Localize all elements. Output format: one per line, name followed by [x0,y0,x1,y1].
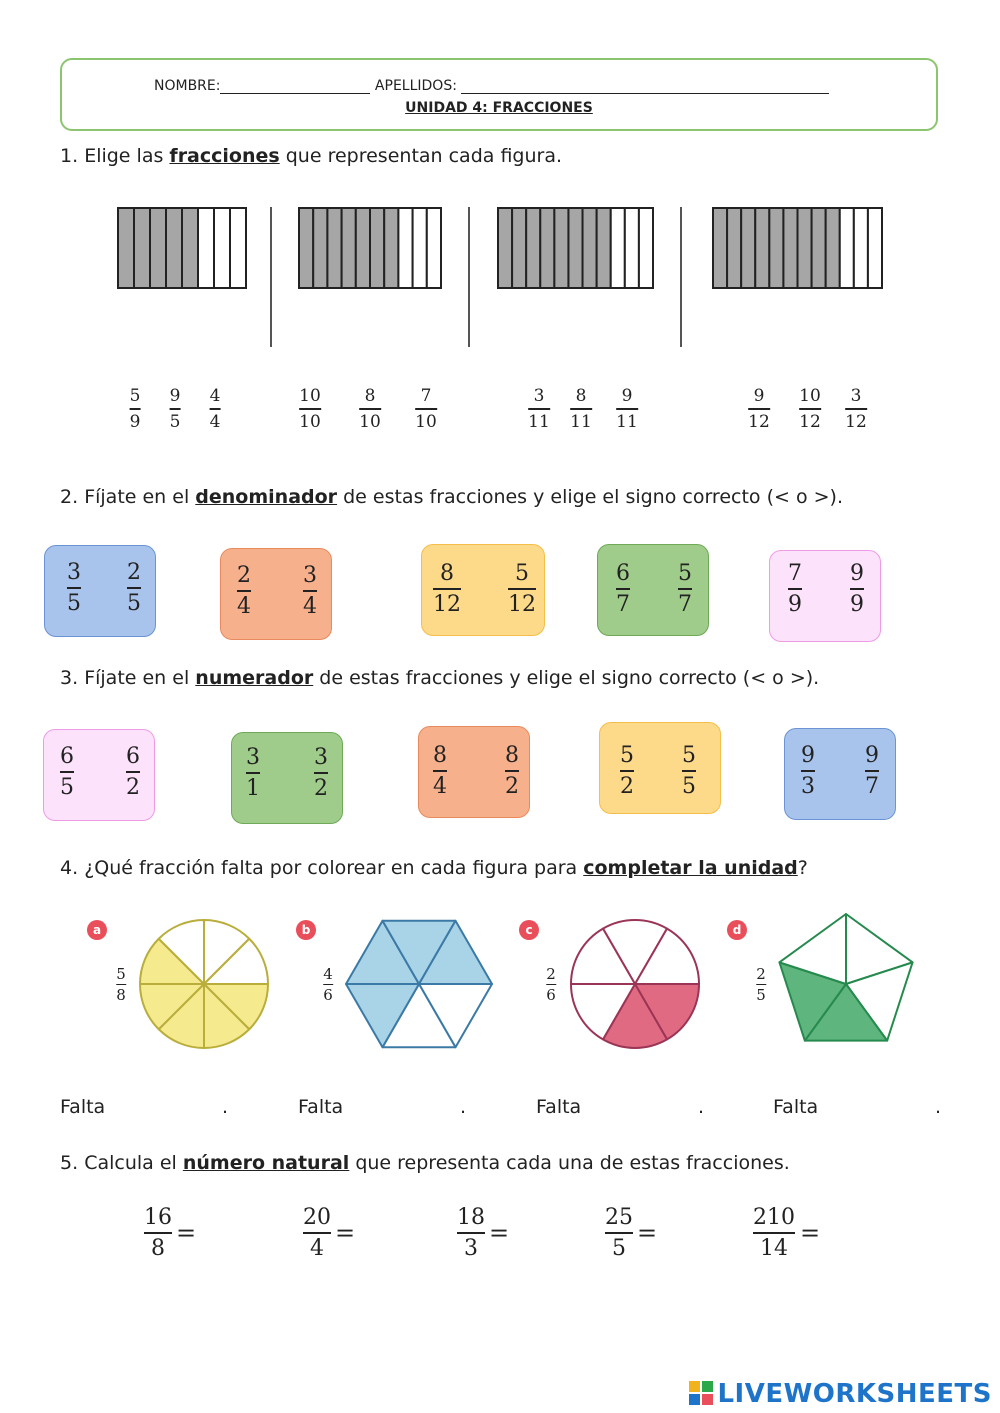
fraction-left: 5 2 [620,743,634,799]
falta-label-b: Falta [298,1096,344,1118]
q1-option[interactable]: 10 12 [799,386,821,432]
shaded-strip [554,208,568,288]
falta-label-d: Falta [773,1096,819,1118]
q3-text-after: de estas fracciones y elige el signo correcto (< o >). [319,667,820,689]
shaded-strip [597,208,611,288]
circle-figure-a [140,920,268,1048]
q4-number: 4. [60,857,79,879]
shaded-strip [384,208,398,288]
q5-fraction: 18 3 [457,1205,485,1261]
shaded-strip [826,208,840,288]
q1-option[interactable]: 5 9 [129,386,141,432]
q2-keyword: denominador [195,486,338,508]
fraction-left: 7 9 [788,561,802,617]
figure-fraction-b: 4 6 [323,965,333,1004]
equals-sign: = [176,1219,197,1247]
nombre-label: NOMBRE: [154,78,221,94]
falta-period: . [935,1096,942,1118]
comparison-box[interactable] [43,729,155,821]
q3-number: 3. [60,667,79,689]
falta-period: . [698,1096,705,1118]
shaded-strip [512,208,526,288]
shaded-strip [166,208,182,288]
q1-option[interactable]: 9 11 [616,386,638,432]
q1-option[interactable]: 10 10 [299,386,321,432]
comparison-box[interactable] [769,550,881,642]
empty-strip [427,208,441,288]
empty-strip [214,208,230,288]
comparison-box[interactable] [44,545,156,637]
q4-figures [0,905,1000,1065]
q5-text-after: que representa cada una de estas fracciones. [355,1152,790,1174]
figure-fraction-a: 5 8 [116,965,126,1004]
falta-label-a: Falta [60,1096,106,1118]
pentagon-figure-d [779,914,912,1041]
q5-number: 5. [60,1152,79,1174]
q1-option[interactable]: 8 11 [570,386,592,432]
shaded-strip [370,208,384,288]
shaded-strip [583,208,597,288]
shaded-strip [182,208,198,288]
q5-fraction: 210 14 [753,1205,795,1261]
comparison-box[interactable] [418,726,530,818]
apellidos-label: APELLIDOS: [374,78,457,94]
logo-text: LIVEWORKSHEETS [717,1379,992,1409]
q4-keyword: completar la unidad [583,857,798,879]
hexagon-figure-b [346,921,492,1047]
shaded-strip [741,208,755,288]
shaded-strip [812,208,826,288]
q1-option[interactable]: 7 10 [415,386,437,432]
falta-label-c: Falta [536,1096,582,1118]
logo-icon [689,1381,713,1405]
figure-label-c: c [519,920,539,940]
shaded-strip [783,208,797,288]
circle-figure-c [571,920,699,1048]
empty-strip [198,208,214,288]
shaded-strip [526,208,540,288]
bar-figure-3 [498,208,653,288]
shaded-strip [727,208,741,288]
figure-label-b: b [296,920,316,940]
q2-number: 2. [60,486,79,508]
shaded-strip [313,208,327,288]
question-3 [60,667,819,689]
fraction-left: 9 3 [801,743,815,799]
bar-figure-4 [713,208,882,288]
comparison-box[interactable] [597,544,709,636]
empty-strip [398,208,412,288]
comparison-box[interactable] [231,732,343,824]
shaded-strip [327,208,341,288]
q1-option[interactable]: 3 12 [845,386,867,432]
fraction-left: 6 5 [60,744,74,800]
falta-period: . [222,1096,229,1118]
shaded-strip [134,208,150,288]
q3-keyword: numerador [195,667,314,689]
q1-text-before: Elige las [84,145,164,167]
figure-label-a: a [87,920,107,940]
equals-sign: = [335,1219,356,1247]
empty-strip [868,208,882,288]
fraction-right: 9 9 [850,561,864,617]
shaded-strip [798,208,812,288]
equals-sign: = [800,1219,821,1247]
apellidos-field[interactable] [461,79,829,94]
q4-text-after: ? [797,857,808,879]
q1-keyword: fracciones [169,145,280,167]
bar-figure-1 [118,208,246,288]
q3-text-before: Fíjate en el [84,667,190,689]
fraction-right: 8 2 [505,743,519,799]
fraction-right: 6 2 [126,744,140,800]
question-4 [60,857,808,879]
fraction-right: 5 12 [508,561,536,617]
name-line [154,78,829,94]
shaded-strip [342,208,356,288]
empty-strip [413,208,427,288]
falta-period: . [460,1096,467,1118]
empty-strip [854,208,868,288]
q1-option[interactable]: 8 10 [359,386,381,432]
q1-option[interactable]: 3 11 [528,386,550,432]
q5-keyword: número natural [182,1152,350,1174]
comparison-box[interactable] [421,544,545,636]
shaded-strip [498,208,512,288]
comparison-box[interactable] [220,548,332,640]
header-box [60,58,938,131]
empty-strip [230,208,246,288]
bar-figure-2 [299,208,441,288]
worksheet-title: UNIDAD 4: FRACCIONES [405,100,593,116]
q2-text-after: de estas fracciones y elige el signo correcto (< o >). [343,486,843,508]
fraction-right: 2 5 [127,560,141,616]
shaded-strip [568,208,582,288]
equals-sign: = [637,1219,658,1247]
shaded-strip [150,208,166,288]
figure-fraction-d: 2 5 [756,965,766,1004]
figure-label-d: d [727,920,747,940]
figure-fraction-c: 2 6 [546,965,556,1004]
q2-text-before: Fíjate en el [84,486,190,508]
fraction-left: 3 5 [67,560,81,616]
q4-text-before: ¿Qué fracción falta por colorear en cada figura para [84,857,578,879]
equals-sign: = [489,1219,510,1247]
comparison-box[interactable] [784,728,896,820]
q1-text-after: que representan cada figura. [285,145,563,167]
fraction-right: 9 7 [865,743,879,799]
fraction-left: 2 4 [237,563,251,619]
question-1 [60,145,562,167]
shaded-strip [769,208,783,288]
shaded-strip [356,208,370,288]
shaded-strip [540,208,554,288]
empty-strip [639,208,653,288]
empty-strip [611,208,625,288]
q5-fraction: 16 8 [144,1205,172,1261]
q5-fraction: 25 5 [605,1205,633,1261]
fraction-right: 5 7 [678,561,692,617]
q1-option[interactable]: 4 4 [209,386,221,432]
question-2 [60,486,843,508]
q5-text-before: Calcula el [84,1152,177,1174]
nombre-field[interactable] [220,79,370,94]
fraction-right: 5 5 [682,743,696,799]
liveworksheets-logo [689,1379,992,1409]
fraction-right: 3 2 [314,745,328,801]
comparison-box[interactable] [599,722,721,814]
fraction-right: 3 4 [303,563,317,619]
q1-number: 1. [60,145,79,167]
q1-option[interactable]: 9 5 [169,386,181,432]
question-5 [60,1152,790,1174]
q1-figures [0,195,1000,355]
shaded-strip [118,208,134,288]
q1-option[interactable]: 9 12 [748,386,770,432]
shaded-strip [713,208,727,288]
fraction-left: 6 7 [616,561,630,617]
fraction-left: 8 4 [433,743,447,799]
empty-strip [625,208,639,288]
fraction-left: 3 1 [246,745,260,801]
shaded-strip [299,208,313,288]
fraction-left: 8 12 [433,561,461,617]
empty-strip [840,208,854,288]
q5-fraction: 20 4 [303,1205,331,1261]
shaded-strip [755,208,769,288]
